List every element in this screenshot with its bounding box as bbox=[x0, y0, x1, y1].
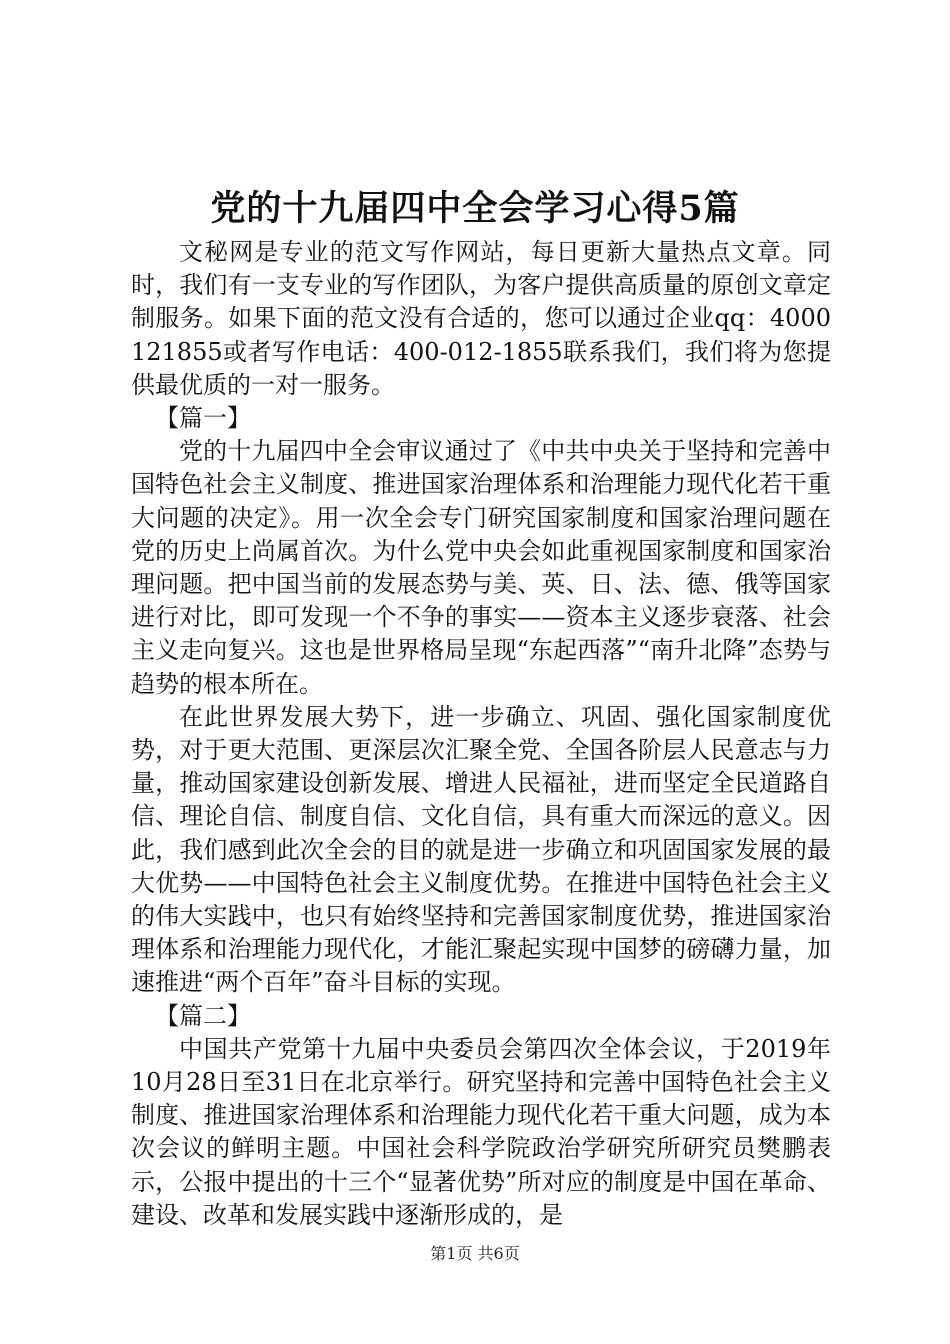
intro-paragraph: 文秘网是专业的范文写作网站，每日更新大量热点文章。同时，我们有一支专业的写作团队，为客户提供高质量的原创文章定制服务。如果下面的范文没有合适的，您可以通过企业qq：4000121855或者写作电话：400-012-1855联系我们，我们将为您提供最优质的一对一服务。 bbox=[131, 238, 831, 399]
section-heading-two: 【篇二】 bbox=[155, 1001, 251, 1030]
body-paragraph: 在此世界发展大势下，进一步确立、巩固、强化国家制度优势，对于更大范围、更深层次汇聚全党、全国各阶层人民意志与力量，推动国家建设创新发展、增进人民福祉，进而坚定全民道路自信、理论自信、制度自信、文化自信，具有重大而深远的意义。因此，我们感到此次全会的目的就是进一步确立和巩固国家发展的最大优势——中国特色社会主义制度优势。在推进中国特色社会主义的伟大实践中，也只有始终坚持和完善国家制度优势，推进国家治理体系和治理能力现代化，才能汇聚起实现中国梦的磅礴力量，加速推进“两个百年”奋斗目标的实现。 bbox=[131, 702, 831, 997]
section-heading-one: 【篇一】 bbox=[155, 404, 251, 433]
page-number-footer: 第1页 共6页 bbox=[430, 1244, 520, 1263]
document-body bbox=[131, 236, 831, 1232]
body-paragraph: 党的十九届四中全会审议通过了《中共中央关于坚持和完善中国特色社会主义制度、推进国家治理体系和治理能力现代化若干重大问题的决定》。用一次全会专门研究国家制度和国家治理问题在党的历史上尚属首次。为什么党中央会如此重视国家制度和国家治理问题。把中国当前的发展态势与美、英、日、法、德、俄等国家进行对比，即可发现一个不争的事实——资本主义逐步衰落、社会主义走向复兴。这也是世界格局呈现“东起西落”“南升北降”态势与趋势的根本所在。 bbox=[131, 437, 831, 698]
document-title: 党的十九届四中全会学习心得5篇 bbox=[210, 188, 740, 229]
body-paragraph: 中国共产党第十九届中央委员会第四次全体会议，于2019年10月28日至31日在北京举行。研究坚持和完善中国特色社会主义制度、推进国家治理体系和治理能力现代化若干重大问题，成为本次会议的鲜明主题。中国社会科学院政治学研究所研究员樊鹏表示，公报中提出的十三个“显著优势”所对应的制度是中国在革命、建设、改革和发展实践中逐渐形成的，是 bbox=[131, 1034, 831, 1229]
